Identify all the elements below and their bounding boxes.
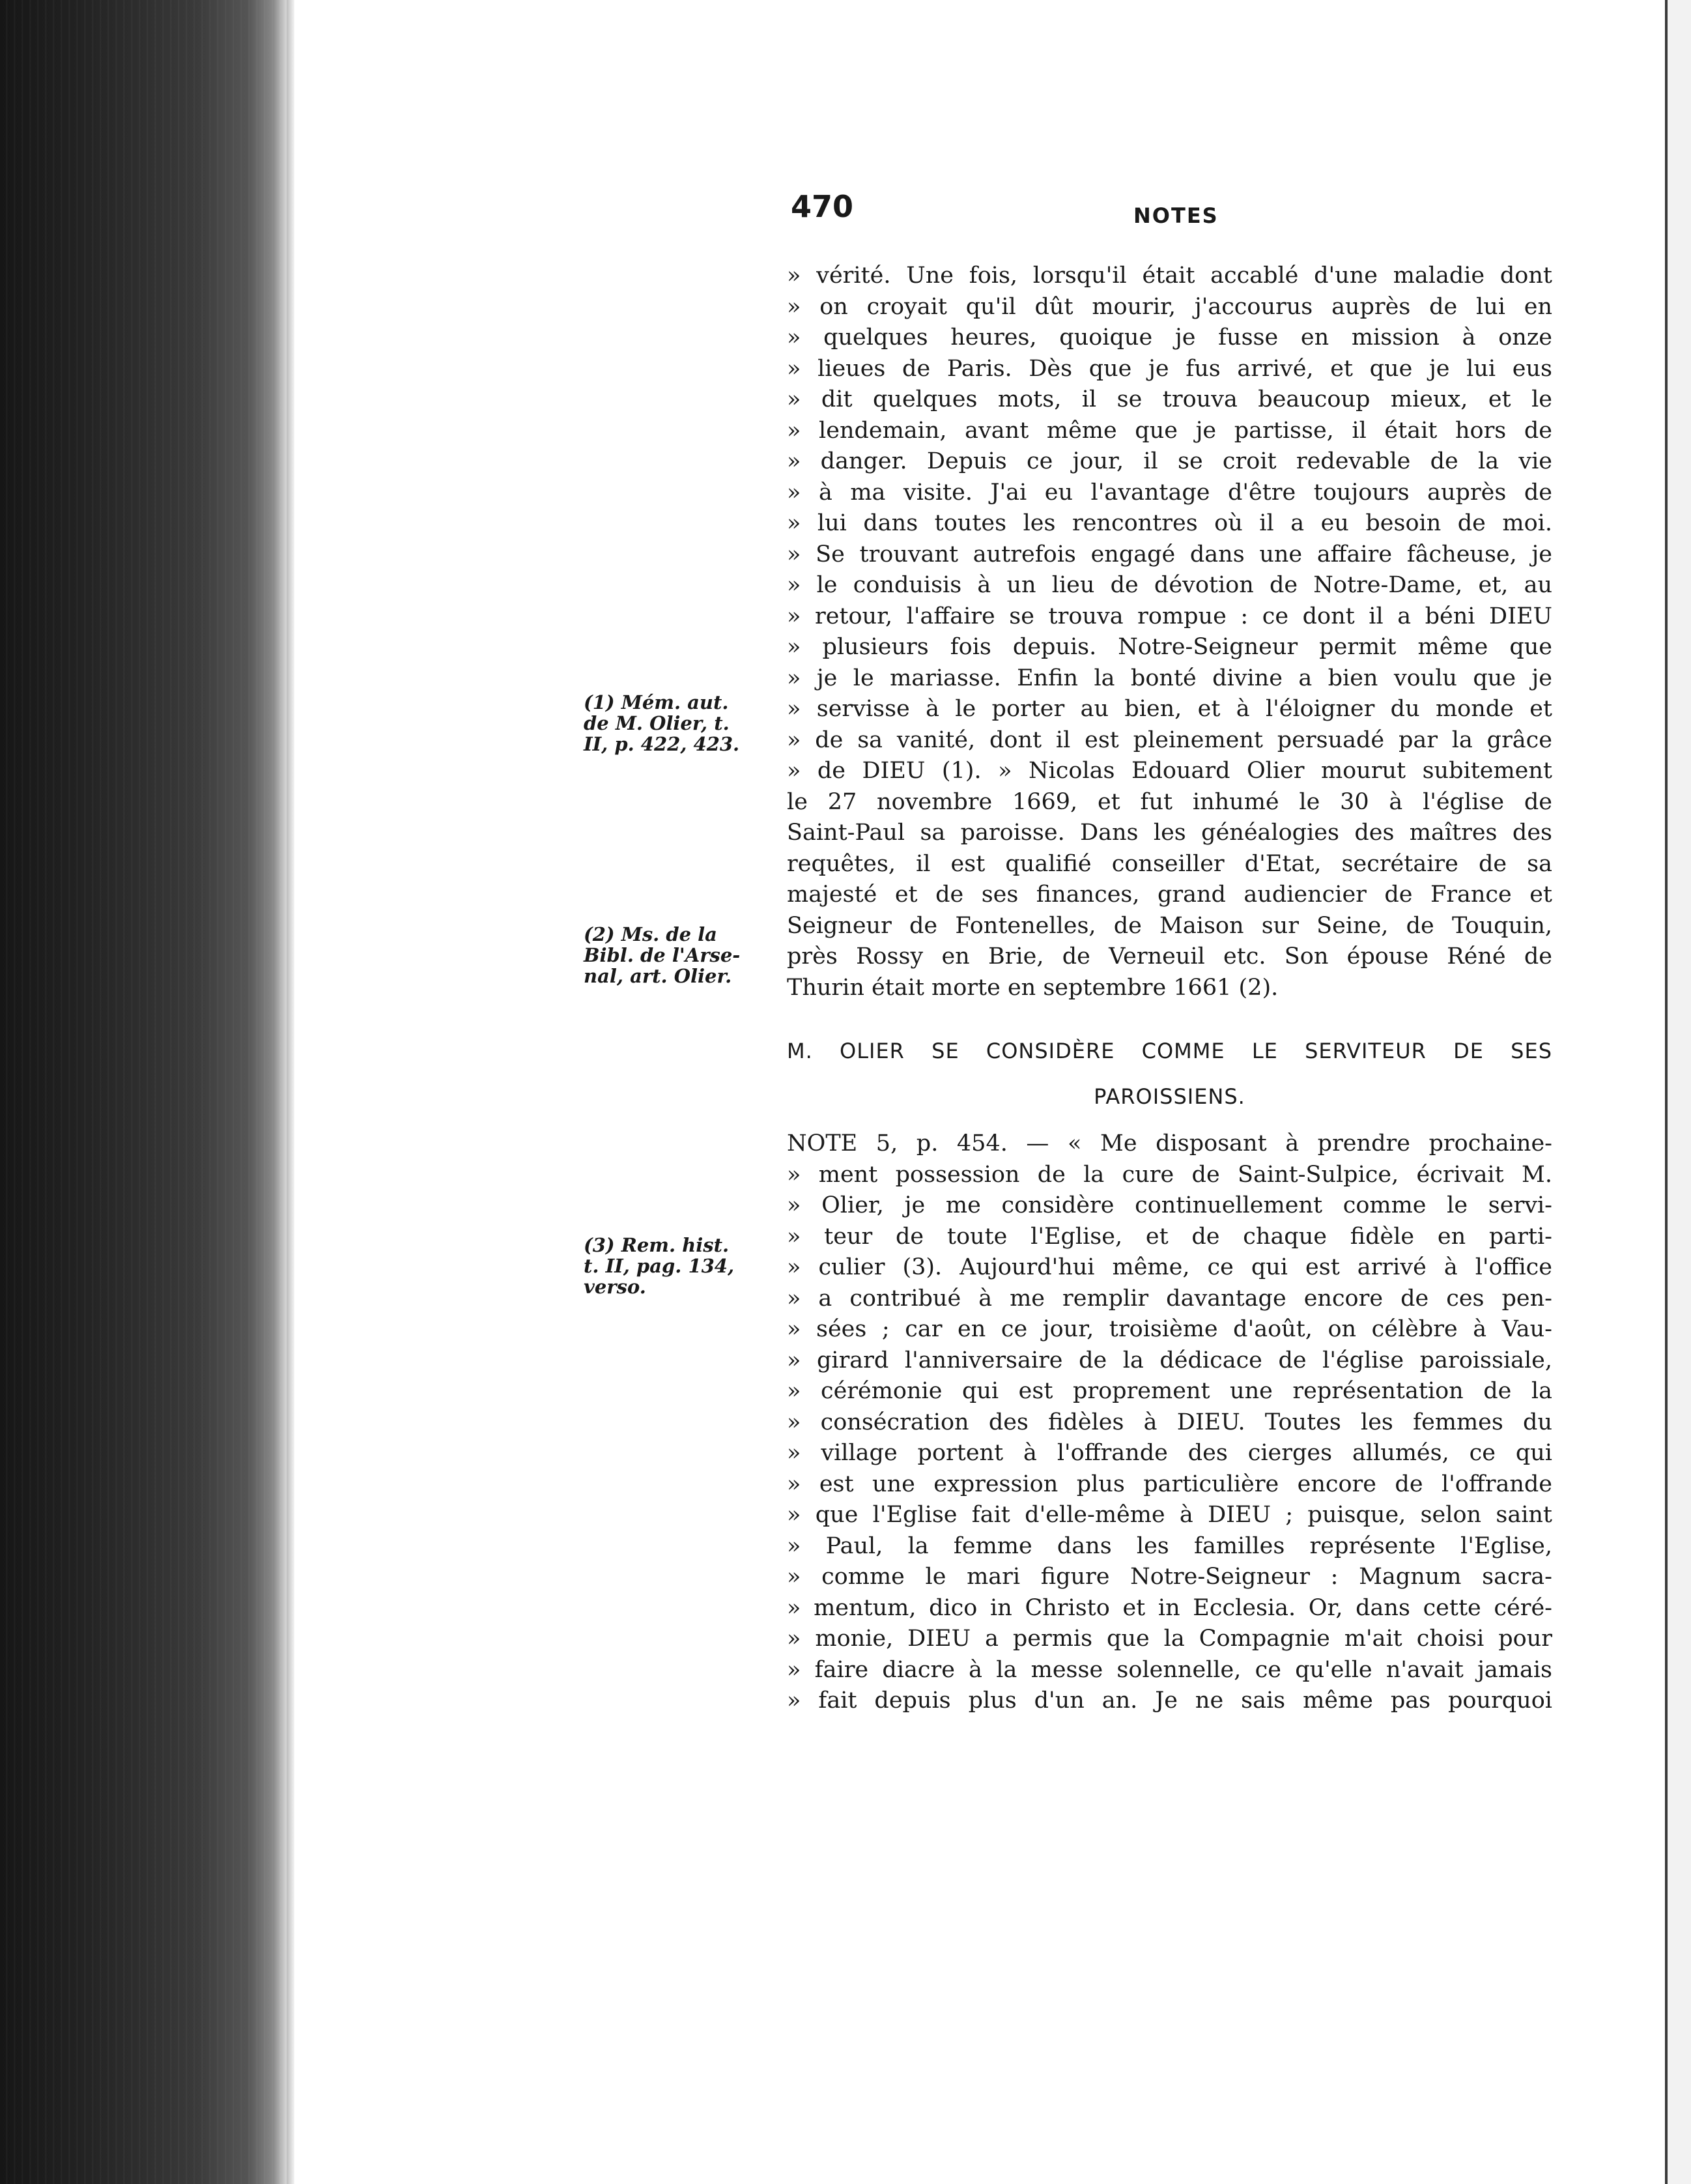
text-line: » je le mariasse. Enfin la bonté divine a bien voulu que je bbox=[787, 665, 1552, 691]
margin-note-line: (2) Ms. de la bbox=[584, 923, 717, 945]
text-line: » à ma visite. J'ai eu l'avantage d'être toujours auprès de bbox=[787, 479, 1552, 506]
text-line: » lieues de Paris. Dès que je fus arrivé, et que je lui eus bbox=[787, 355, 1552, 382]
text-line: » de sa vanité, dont il est pleinement persuadé par la grâce bbox=[787, 726, 1552, 753]
text-line: » Olier, je me considère continuellement comme le servi- bbox=[787, 1192, 1552, 1218]
margin-note-line: (3) Rem. hist. bbox=[584, 1234, 730, 1256]
text-line: » est une expression plus particulière encore de l'offrande bbox=[787, 1471, 1552, 1497]
text-line: Thurin était morte en septembre 1661 (2). bbox=[787, 974, 1279, 1001]
text-line: » on croyait qu'il dût mourir, j'accourus auprès de lui en bbox=[787, 293, 1552, 320]
text-line: » fait depuis plus d'un an. Je ne sais même pas pourquoi bbox=[787, 1688, 1552, 1714]
margin-note-line: t. II, pag. 134, bbox=[584, 1255, 735, 1277]
text-line: » lendemain, avant même que je partisse, il était hors de bbox=[787, 417, 1552, 444]
margin-note-line: Bibl. de l'Arse- bbox=[584, 944, 741, 966]
text-line: » a contribué à me remplir davantage encore de ces pen- bbox=[787, 1285, 1552, 1312]
text-line: requêtes, il est qualifié conseiller d'Etat, secrétaire de sa bbox=[787, 850, 1552, 877]
text-line: » Paul, la femme dans les familles représente l'Eglise, bbox=[787, 1532, 1552, 1559]
text-line: » consécration des fidèles à DIEU. Toutes les femmes du bbox=[787, 1409, 1552, 1435]
section-title-continued: PAROISSIENS. bbox=[1094, 1084, 1245, 1109]
section-title: M. OLIER SE CONSIDÈRE COMME LE SERVITEUR DE SES bbox=[787, 1039, 1552, 1063]
text-line: » sées ; car en ce jour, troisième d'août, on célèbre à Vau- bbox=[787, 1316, 1552, 1342]
text-line: » retour, l'affaire se trouva rompue : ce dont il a béni DIEU bbox=[787, 603, 1552, 629]
text-line: » quelques heures, quoique je fusse en mission à onze bbox=[787, 324, 1552, 351]
margin-note-line: verso. bbox=[584, 1276, 646, 1298]
text-line: » danger. Depuis ce jour, il se croit redevable de la vie bbox=[787, 448, 1552, 474]
text-line: » le conduisis à un lieu de dévotion de Notre-Dame, et, au bbox=[787, 572, 1552, 598]
text-line: » ment possession de la cure de Saint-Sulpice, écrivait M. bbox=[787, 1161, 1552, 1188]
page-edge bbox=[287, 0, 294, 2184]
margin-note-1 bbox=[584, 692, 779, 754]
text-line: » servisse à le porter au bien, et à l'éloigner du monde et bbox=[787, 696, 1552, 722]
text-line: » faire diacre à la messe solennelle, ce qu'elle n'avait jamais bbox=[787, 1656, 1552, 1683]
text-line: » culier (3). Aujourd'hui même, ce qui est arrivé à l'office bbox=[787, 1254, 1552, 1280]
text-line: NOTE 5, p. 454. — « Me disposant à prendre prochaine- bbox=[787, 1130, 1552, 1157]
gutter-texture bbox=[0, 0, 287, 2184]
text-line: » plusieurs fois depuis. Notre-Seigneur permit même que bbox=[787, 634, 1552, 660]
text-line: le 27 novembre 1669, et fut inhumé le 30 à l'église de bbox=[787, 788, 1552, 815]
running-head: NOTES bbox=[1133, 203, 1219, 228]
text-line: » mentum, dico in Christo et in Ecclesia. Or, dans cette céré- bbox=[787, 1594, 1552, 1621]
text-line: » vérité. Une fois, lorsqu'il était accablé d'une maladie dont bbox=[787, 263, 1552, 289]
margin-note-line: de M. Olier, t. bbox=[584, 712, 730, 734]
text-line: » girard l'anniversaire de la dédicace de l'église paroissiale, bbox=[787, 1347, 1552, 1373]
text-line: » teur de toute l'Eglise, et de chaque fidèle en parti- bbox=[787, 1223, 1552, 1250]
right-scan-margin bbox=[1668, 0, 1691, 2184]
margin-note-line: II, p. 422, 423. bbox=[584, 733, 740, 755]
text-line: Saint-Paul sa paroisse. Dans les généalogies des maîtres des bbox=[787, 820, 1552, 846]
text-line: » de DIEU (1). » Nicolas Edouard Olier mourut subitement bbox=[787, 758, 1552, 784]
text-line: » village portent à l'offrande des cierges allumés, ce qui bbox=[787, 1440, 1552, 1466]
margin-note-line: nal, art. Olier. bbox=[584, 965, 732, 987]
margin-note-2 bbox=[584, 924, 779, 986]
page-number: 470 bbox=[791, 189, 854, 224]
section-gap bbox=[787, 1003, 1552, 1028]
text-line: » cérémonie qui est proprement une représentation de la bbox=[787, 1378, 1552, 1404]
text-line: » monie, DIEU a permis que la Compagnie m'ait choisi pour bbox=[787, 1626, 1552, 1652]
margin-note-3 bbox=[584, 1235, 779, 1297]
text-line: » Se trouvant autrefois engagé dans une affaire fâcheuse, je bbox=[787, 541, 1552, 568]
section-gap bbox=[787, 1119, 1552, 1128]
text-line: majesté et de ses finances, grand audiencier de France et bbox=[787, 882, 1552, 908]
text-line: » que l'Eglise fait d'elle-même à DIEU ; puisque, selon saint bbox=[787, 1502, 1552, 1528]
text-line: » dit quelques mots, il se trouva beaucoup mieux, et le bbox=[787, 386, 1552, 412]
text-line: » comme le mari figure Notre-Seigneur : Magnum sacra- bbox=[787, 1564, 1552, 1590]
text-line: Seigneur de Fontenelles, de Maison sur Seine, de Touquin, bbox=[787, 912, 1552, 939]
text-line: » lui dans toutes les rencontres où il a eu besoin de moi. bbox=[787, 510, 1552, 536]
main-text bbox=[787, 261, 1552, 1717]
margin-note-line: (1) Mém. aut. bbox=[584, 691, 729, 713]
text-line: près Rossy en Brie, de Verneuil etc. Son épouse Réné de bbox=[787, 943, 1552, 970]
